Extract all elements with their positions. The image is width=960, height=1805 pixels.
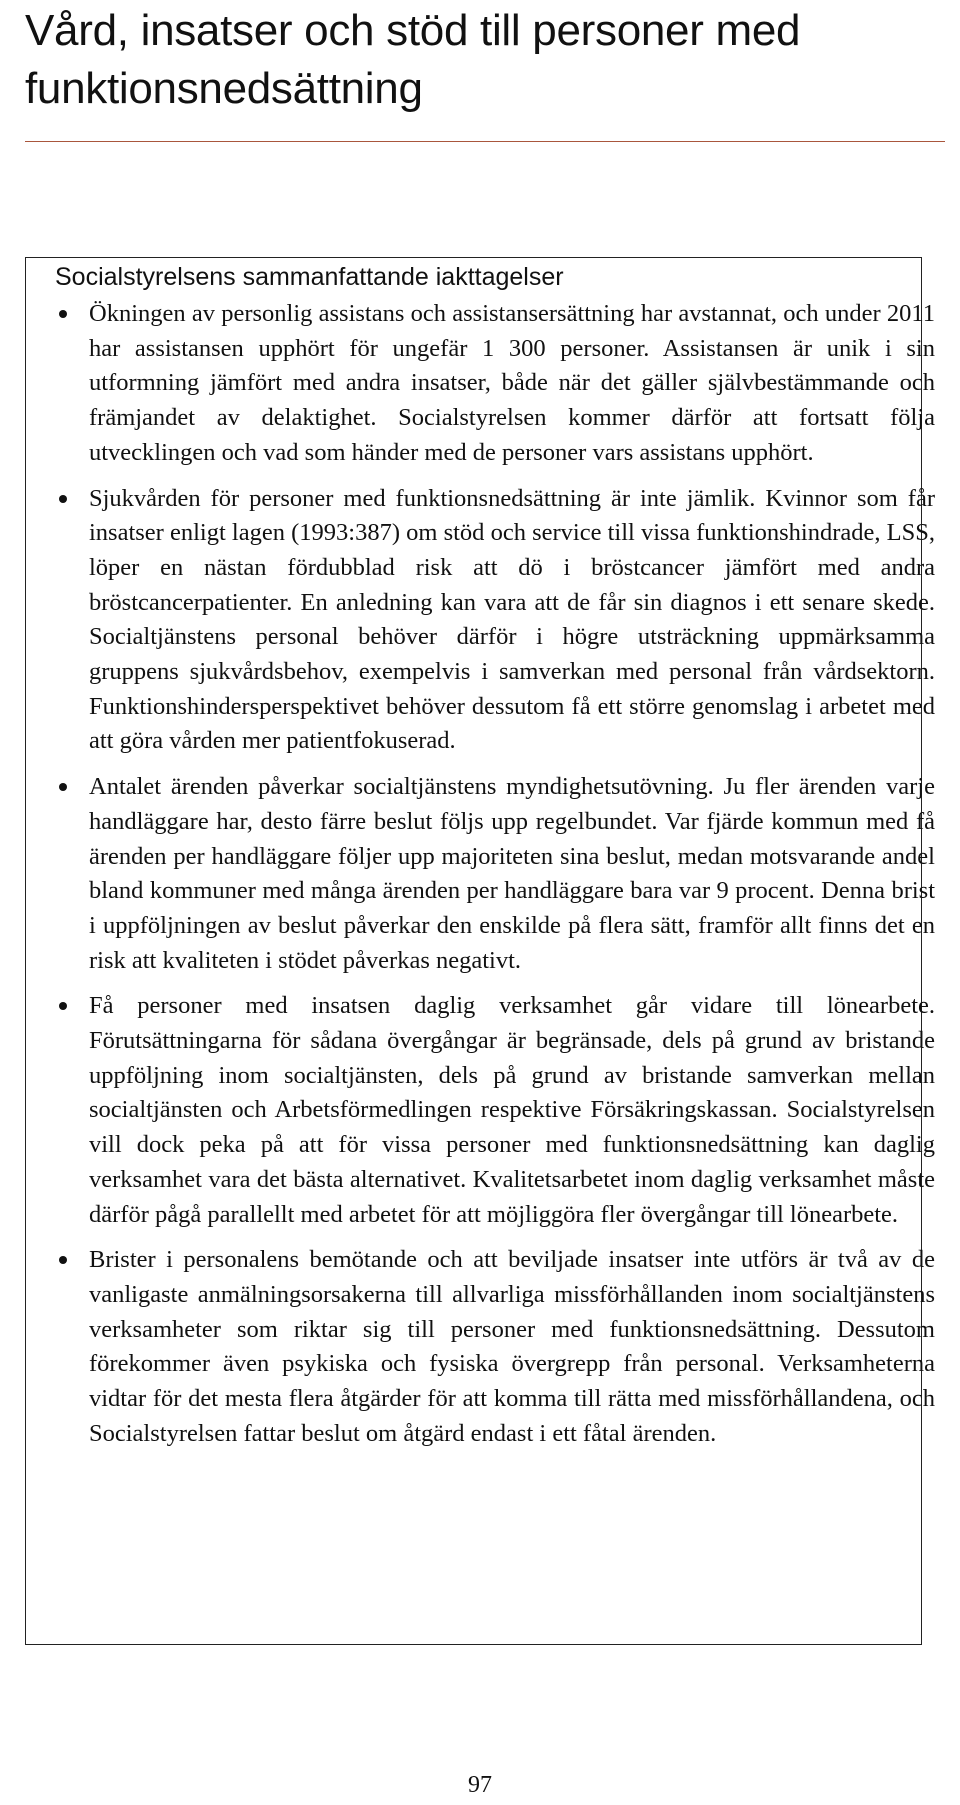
bullet-text: Antalet ärenden påverkar socialtjänstens myndighetsutövning. Ju fler ärenden varje handläggare har, desto färre beslut följs upp regelbundet. Var fjärde kommun med få ärenden per handläggare följer upp majoriteten sina beslut, medan motsvarande andel bland kommuner med många ärenden per handläggare bara var 9 procent. Denna brist i uppföljningen av beslut påverkar den enskilde på flera sätt, framför allt finns det en risk att kvaliteten i stödet påverkas negativt. (89, 773, 935, 974)
list-item (55, 989, 935, 1232)
page-title: Vård, insatser och stöd till personer med funktionsnedsättning (25, 6, 801, 113)
list-item (55, 297, 935, 471)
page-number: 97 (468, 1772, 492, 1798)
bullet-icon (59, 495, 67, 503)
bullet-icon (59, 310, 67, 318)
bullet-icon (59, 783, 67, 791)
list-item (55, 1243, 935, 1451)
summary-heading: Socialstyrelsens sammanfattande iakttagelser (55, 263, 564, 291)
list-item (55, 482, 935, 760)
title-divider (25, 141, 945, 142)
bullet-text: Sjukvården för personer med funktionsnedsättning är inte jämlik. Kvinnor som får insatser enligt lagen (1993:387) om stöd och service till vissa funktionshindrade, LSS, löper en nästan fördubblad risk att dö i bröstcancer jämfört med andra bröstcancerpatienter. En anledning kan vara att de får sin diagnos i ett senare skede. Socialtjänstens personal behöver därför i högre utsträckning uppmärksamma gruppens sjukvårdsbehov, exempelvis i samverkan med personal från vårdsektorn. Funktionshindersperspektivet behöver dessutom få ett större genomslag i arbetet med att göra vården mer patientfokuserad. (89, 484, 935, 755)
bullet-icon (59, 1256, 67, 1264)
bullet-text: Ökningen av personlig assistans och assistansersättning har avstannat, och under 2011 har assistansen upphört för ungefär 1 300 personer. Assistansen är unik i sin utformning jämfört med andra insatser, både när det gäller självbestämmande och främjandet av delaktighet. Socialstyrelsen kommer därför att fortsatt följa utvecklingen och vad som händer med de personer vars assistans upphört. (89, 300, 935, 466)
list-item (55, 770, 935, 978)
summary-bullet-list (55, 297, 935, 1463)
bullet-text: Få personer med insatsen daglig verksamhet går vidare till lönearbete. Förutsättningarna för sådana övergångar är begränsade, dels på grund av bristande uppföljning inom socialtjänsten, dels på grund av bristande samverkan mellan socialtjänsten och Arbetsförmedlingen respektive Försäkringskassan. Socialstyrelsen vill dock peka på att för vissa personer med funktionsnedsättning kan daglig verksamhet vara det bästa alternativet. Kvalitetsarbetet inom daglig verksamhet måste därför pågå parallellt med arbetet för att möjliggöra fler övergångar till lönearbete. (89, 992, 935, 1228)
bullet-icon (59, 1002, 67, 1010)
bullet-text: Brister i personalens bemötande och att beviljade insatser inte utförs är två av de vanligaste anmälningsorsakerna till allvarliga missförhållanden inom socialtjänstens verksamheter som riktar sig till personer med funktionsnedsättning. Dessutom förekommer även psykiska och fysiska övergrepp från personal. Verksamheterna vidtar för det mesta flera åtgärder för att komma till rätta med missförhållandena, och Socialstyrelsen fattar beslut om åtgärd endast i ett fåtal ärenden. (89, 1246, 935, 1447)
